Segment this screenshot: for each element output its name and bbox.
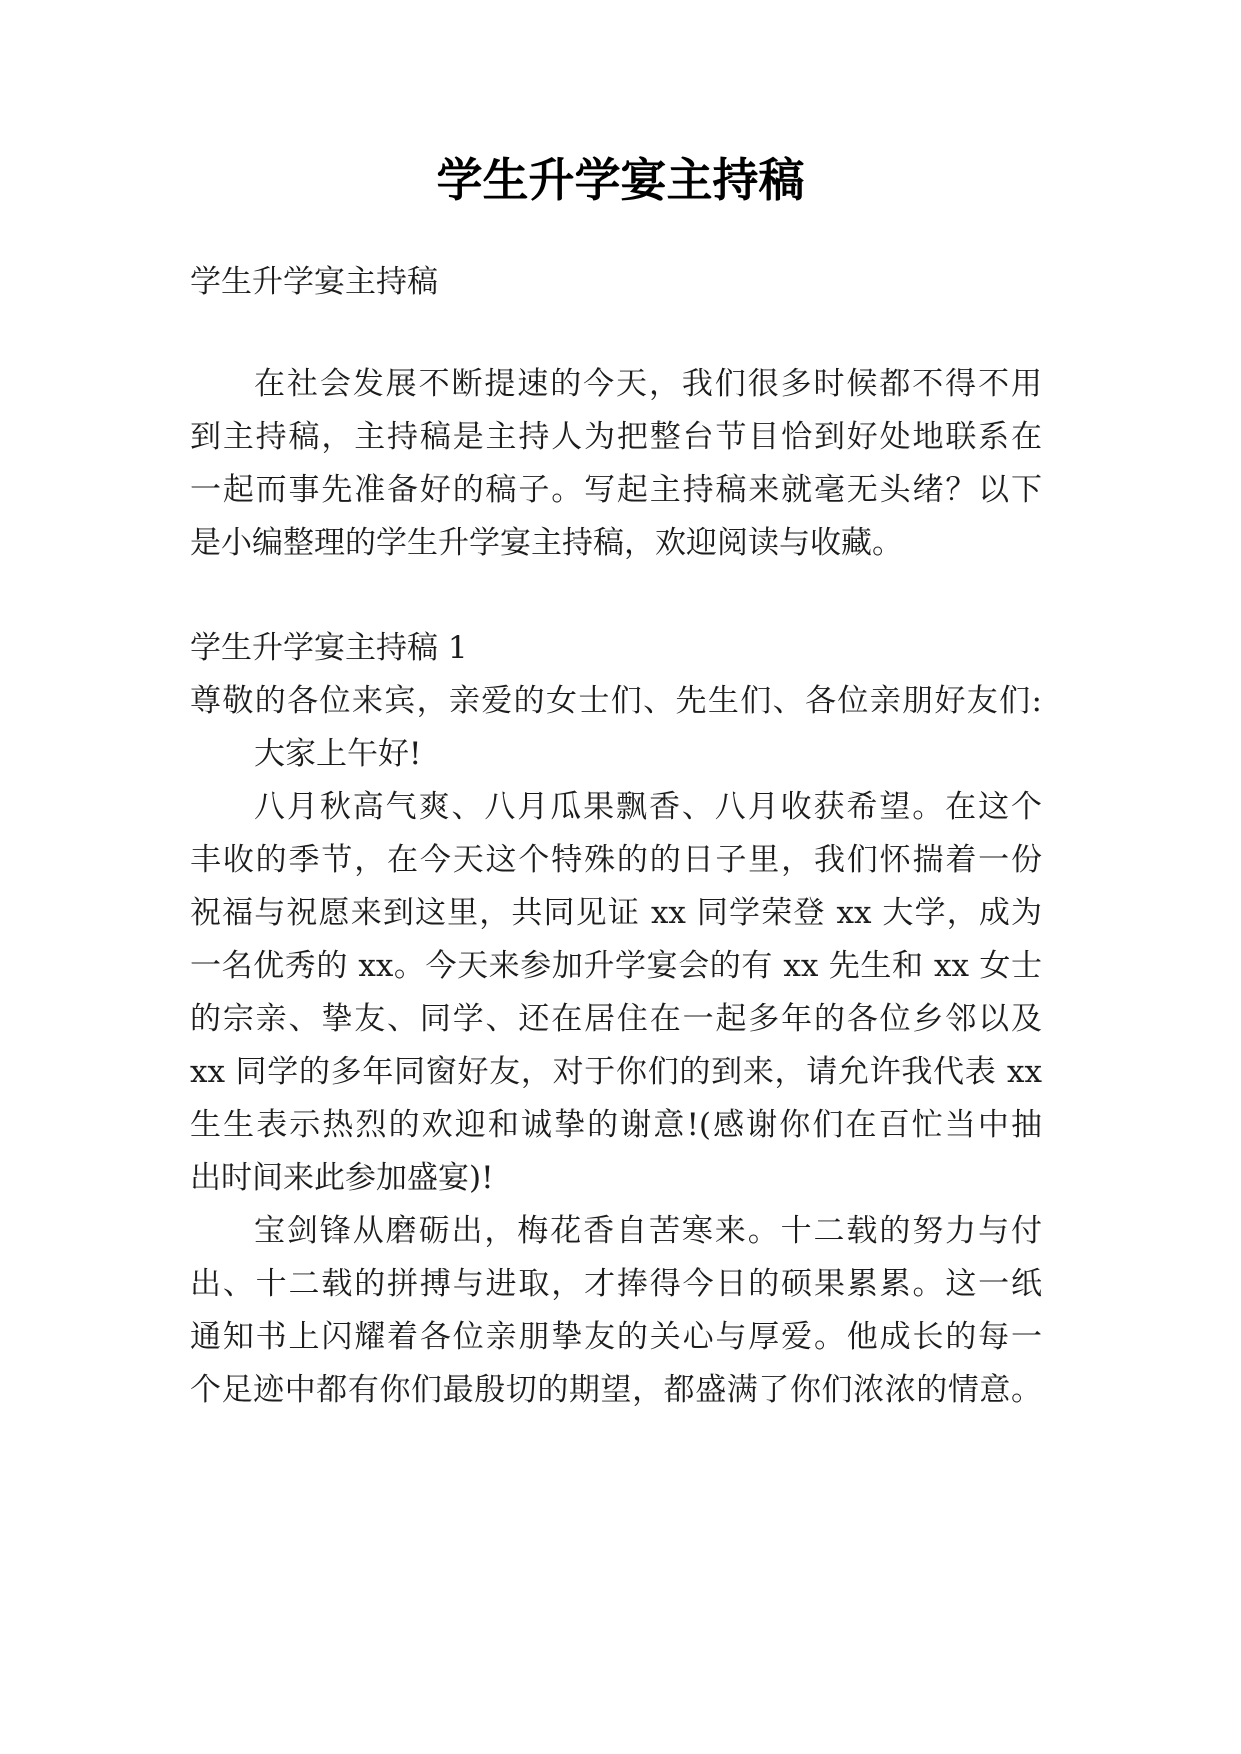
paragraph-line: 宝剑锋从磨砺出，梅花香自苦寒来。十二载的努力与付	[254, 1213, 1042, 1249]
intro-line: 到主持稿，主持稿是主持人为把整台节目恰到好处地联系在	[190, 419, 1042, 455]
paragraph-line: 一名优秀的 xx。今天来参加升学宴会的有 xx 先生和 xx 女士	[190, 948, 1042, 984]
intro-line: 是小编整理的学生升学宴主持稿，欢迎阅读与收藏。	[190, 525, 903, 561]
paragraph-line: 的宗亲、挚友、同学、还在居住在一起多年的各位乡邻以及	[190, 1001, 1042, 1037]
document-subtitle: 学生升学宴主持稿	[190, 264, 438, 300]
intro-line: 一起而事先准备好的稿子。写起主持稿来就毫无头绪？以下	[190, 472, 1042, 508]
paragraph-line: 丰收的季节，在今天这个特殊的的日子里，我们怀揣着一份	[190, 842, 1042, 878]
greeting: 大家上午好!	[254, 736, 422, 772]
paragraph-line: 个足迹中都有你们最殷切的期望，都盛满了你们浓浓的情意。	[190, 1372, 1042, 1408]
intro-line: 在社会发展不断提速的今天，我们很多时候都不得不用	[254, 366, 1042, 402]
document-title: 学生升学宴主持稿	[436, 153, 805, 207]
paragraph-line: 八月秋高气爽、八月瓜果飘香、八月收获希望。在这个	[254, 789, 1042, 825]
section-heading: 学生升学宴主持稿 1	[190, 630, 468, 666]
salutation: 尊敬的各位来宾，亲爱的女士们、先生们、各位亲朋好友们:	[190, 683, 1042, 719]
paragraph-line: 祝福与祝愿来到这里，共同见证 xx 同学荣登 xx 大学，成为	[190, 895, 1042, 931]
paragraph-line: 生生表示热烈的欢迎和诚挚的谢意!(感谢你们在百忙当中抽	[190, 1107, 1042, 1143]
paragraph-line: xx 同学的多年同窗好友，对于你们的到来，请允许我代表 xx	[190, 1054, 1042, 1090]
paragraph-line: 出、十二载的拼搏与进取，才捧得今日的硕果累累。这一纸	[190, 1266, 1042, 1302]
paragraph-line: 通知书上闪耀着各位亲朋挚友的关心与厚爱。他成长的每一	[190, 1319, 1042, 1355]
paragraph-line: 出时间来此参加盛宴)!	[190, 1160, 494, 1196]
